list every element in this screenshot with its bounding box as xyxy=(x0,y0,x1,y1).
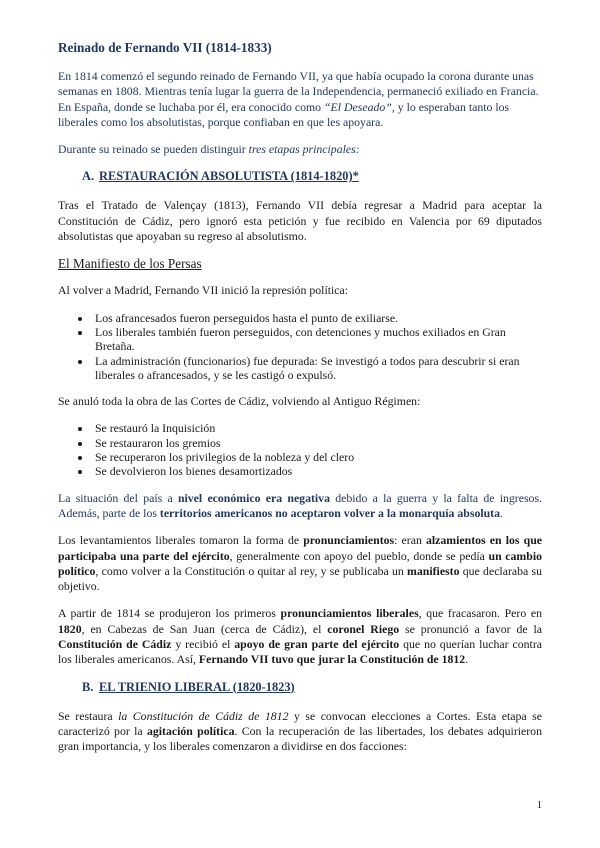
levantamientos-text: que declaraba su objetivo. xyxy=(58,563,542,594)
levantamientos-keyword: manifiesto xyxy=(407,563,460,578)
intro-text-end: , y lo esperaban tanto los liberales como los absolutistas, porque confiaban en que les apoyara. xyxy=(58,99,510,129)
section-b-heading xyxy=(82,680,542,695)
situation-text: . xyxy=(500,505,503,520)
riego-text: A partir de 1814 se produjeron los primeros xyxy=(58,606,281,621)
trienio-text: Se restaura xyxy=(58,708,119,723)
repression-list xyxy=(58,311,542,382)
riego-keyword: pronunciamientos liberales xyxy=(280,606,419,621)
levantamientos-text: : eran xyxy=(394,533,426,548)
riego-text: que no querían luchar contra los liberales americanos. Así, xyxy=(58,637,542,667)
riego-text: , que fracasaron. Pero en xyxy=(418,606,543,621)
riego-text: y recibió el xyxy=(171,637,235,652)
valencay-paragraph: Tras el Tratado de Valençay (1813), Fernando VII debía regresar a Madrid para aceptar la Constitución de Cádiz, pero ignoró esta petición y fue recibido en Valencia por 69 diputados absolutistas que apoyaban su regreso al absolutismo. xyxy=(58,198,542,244)
riego-keyword: Fernando VII tuvo que jurar la Constitución de 1812 xyxy=(198,652,466,667)
list-item: • Se devolvieron los bienes desamortizados xyxy=(92,464,542,478)
repression-intro: Al volver a Madrid, Fernando VII inició la represión política: xyxy=(58,283,349,298)
document-title: Reinado de Fernando VII (1814-1833) xyxy=(58,40,272,55)
riego-keyword: 1820 xyxy=(58,621,82,636)
annul-intro: Se anuló toda la obra de las Cortes de Cádiz, volviendo al Antiguo Régimen: xyxy=(58,394,421,409)
section-b-letter: B. xyxy=(82,679,94,694)
levantamientos-keyword: pronunciamientos xyxy=(303,533,395,548)
list-item: • Los afrancesados fueron perseguidos hasta el punto de exiliarse. xyxy=(92,311,542,325)
situation-text: debido a la guerra y la falta de ingresos. Además, parte de los xyxy=(58,490,542,520)
riego-text: , en Cabezas de San Juan (cerca de Cádiz), el xyxy=(81,621,328,636)
riego-keyword: apoyo de gran parte del ejército xyxy=(234,637,400,652)
stages-paragraph xyxy=(58,142,542,157)
annul-list xyxy=(58,421,542,478)
manifiesto-heading: El Manifiesto de los Persas xyxy=(58,256,202,272)
list-item: • Los liberales también fueron perseguidos, con detenciones y muchos exiliados en Gran Bretaña. xyxy=(92,325,542,354)
levantamientos-keyword: alzamientos en los que participaba una parte del ejército xyxy=(58,533,542,563)
levantamientos-text: Los levantamientos liberales tomaron la forma de xyxy=(58,533,304,548)
list-item: • La administración (funcionarios) fue depurada: Se investigó a todos para descubrir si eran liberales o afrancesados, y se les castigó o expulsó. xyxy=(92,354,542,383)
list-item: • Se recuperaron los privilegios de la nobleza y del clero xyxy=(92,450,542,464)
situation-text: La situación del país a xyxy=(58,490,178,505)
situation-keyword: territorios americanos no aceptaron volver a la monarquía absoluta xyxy=(159,505,501,520)
trienio-text: y se convocan elecciones a Cortes. Esta etapa se caracterizó por la xyxy=(58,708,542,738)
section-b-title: EL TRIENIO LIBERAL (1820-1823) xyxy=(99,679,295,694)
levantamientos-text: , como volver a la Constitución o quitar al rey, y se publicaba un xyxy=(95,563,408,578)
stages-emphasis: tres etapas principales: xyxy=(248,142,360,157)
riego-keyword: coronel Riego xyxy=(327,621,400,636)
page-number: 1 xyxy=(536,800,542,811)
situation-paragraph xyxy=(58,491,542,522)
trienio-text: . Con la recuperación de las libertades, los debates adquirieron gran importancia, y los liberales comenzaron a dividirse en dos facciones: xyxy=(58,723,542,754)
situation-keyword: nivel económico era negativa xyxy=(177,490,330,505)
intro-text: En 1814 comenzó el segundo reinado de Fernando VII, ya que había ocupado la corona durante unas semanas en 1808. Mientras tenía lugar la guerra de la Independencia, permaneció exiliado en Francia. En España, donde se luchaba por él, era conocido como xyxy=(58,69,539,114)
levantamientos-keyword: un cambio político xyxy=(58,548,543,578)
riego-paragraph xyxy=(58,606,542,667)
section-a-title: RESTAURACIÓN ABSOLUTISTA (1814-1820)* xyxy=(99,169,359,184)
riego-text: se pronunció a favor de la xyxy=(399,621,542,636)
levantamientos-text: , generalmente con apoyo del pueblo, donde se pedía xyxy=(229,548,489,563)
trienio-paragraph xyxy=(58,709,542,755)
list-item: • Se restauraron los gremios xyxy=(92,436,542,450)
trienio-emphasis: la Constitución de Cádiz de 1812 xyxy=(118,708,289,723)
section-a-heading xyxy=(82,169,542,184)
intro-paragraph xyxy=(58,69,542,130)
list-item: • Se restauró la Inquisición xyxy=(92,421,542,435)
section-a-letter: A. xyxy=(82,169,95,184)
riego-text: . xyxy=(465,652,469,667)
riego-keyword: Constitución de Cádiz xyxy=(58,637,172,652)
levantamientos-paragraph xyxy=(58,533,542,594)
stages-text: Durante su reinado se pueden distinguir xyxy=(58,142,249,157)
el-deseado-term: “El Deseado” xyxy=(324,99,392,114)
trienio-keyword: agitación política xyxy=(146,723,235,738)
